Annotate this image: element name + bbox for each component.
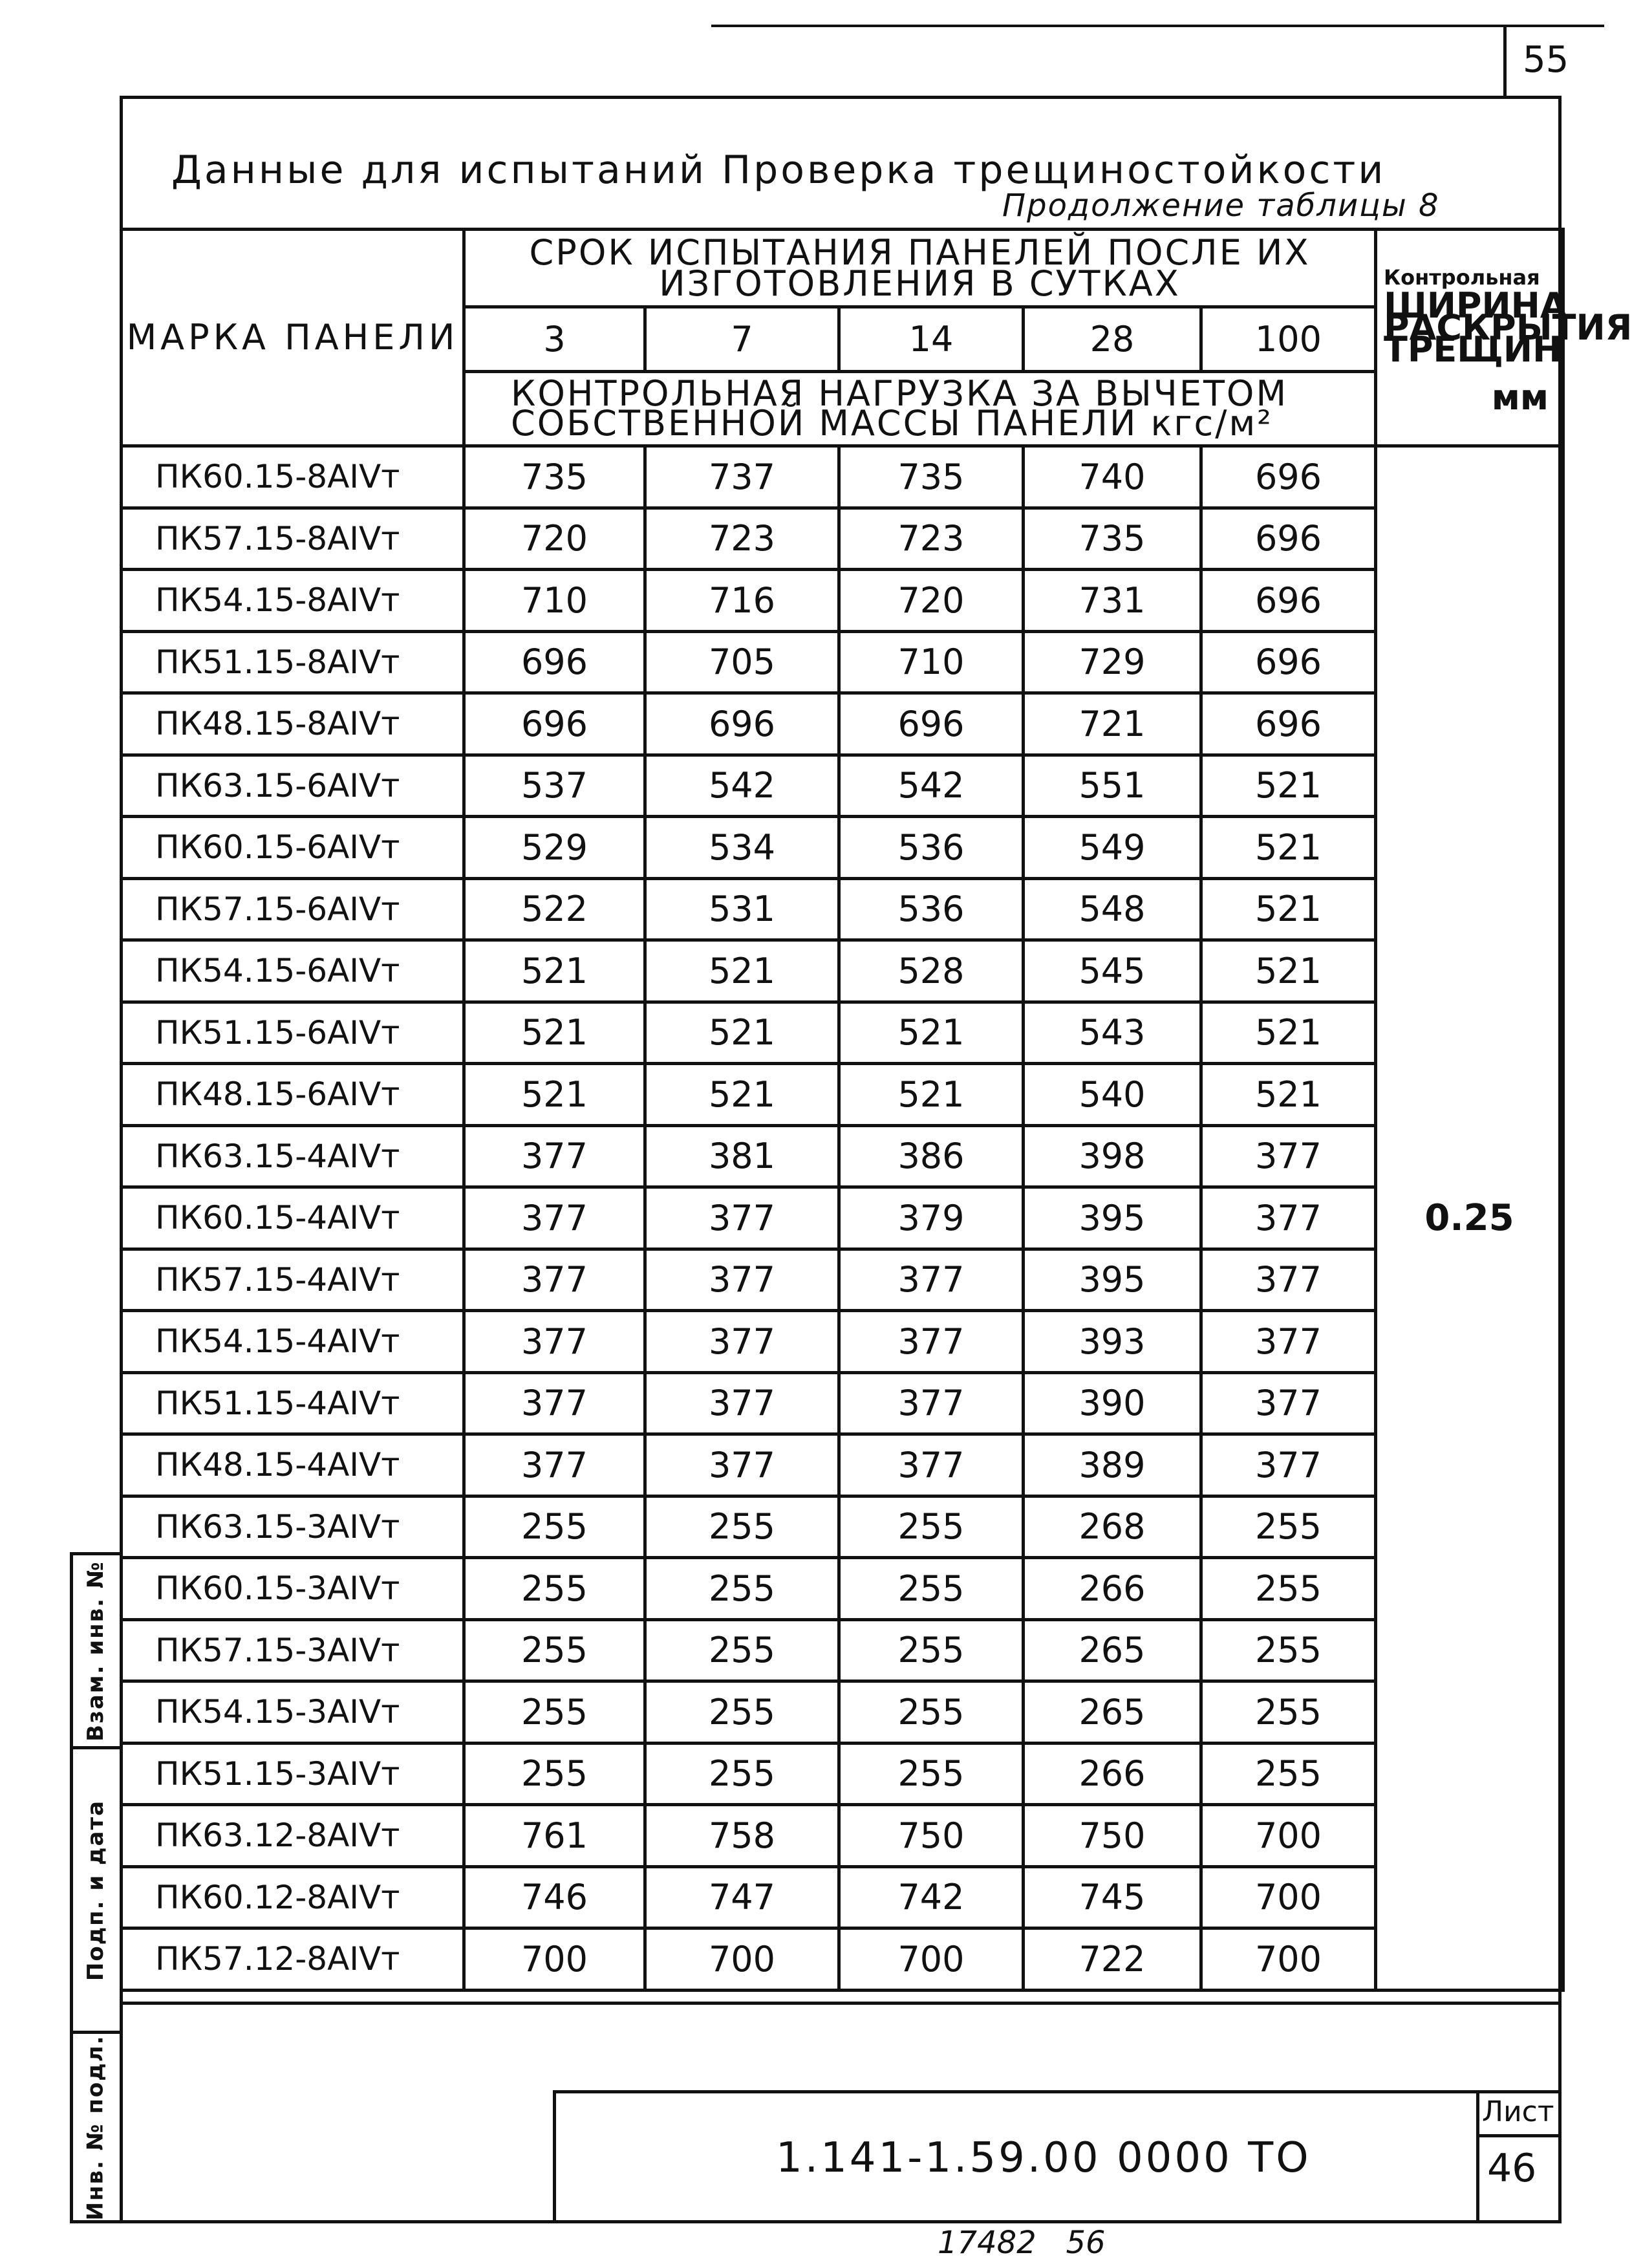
load-value-cell: 536 bbox=[839, 878, 1024, 940]
table-row bbox=[122, 1002, 1563, 1064]
panel-brand-cell: ПК54.15-6AIVт bbox=[122, 940, 464, 1002]
load-value-cell: 377 bbox=[839, 1372, 1024, 1434]
table-row bbox=[122, 940, 1563, 1002]
table-row bbox=[122, 446, 1563, 508]
load-value-cell: 255 bbox=[645, 1619, 839, 1681]
load-value-cell: 377 bbox=[464, 1249, 645, 1311]
load-value-cell: 758 bbox=[645, 1805, 839, 1867]
table-row bbox=[122, 508, 1563, 570]
load-value-cell: 255 bbox=[464, 1743, 645, 1805]
load-value-cell: 377 bbox=[839, 1249, 1024, 1311]
load-value-cell: 255 bbox=[839, 1681, 1024, 1744]
load-value-cell: 265 bbox=[1024, 1681, 1201, 1744]
panel-brand-cell: ПК54.15-8AIVт bbox=[122, 570, 464, 632]
load-value-cell: 542 bbox=[839, 755, 1024, 817]
load-value-cell: 700 bbox=[1201, 1866, 1376, 1928]
load-value-cell: 377 bbox=[645, 1187, 839, 1249]
panel-brand-cell: ПК48.15-4AIVт bbox=[122, 1434, 464, 1496]
load-value-cell: 700 bbox=[1201, 1928, 1376, 1991]
load-value-cell: 542 bbox=[645, 755, 839, 817]
panel-brand-cell: ПК63.15-6AIVт bbox=[122, 755, 464, 817]
load-value-cell: 255 bbox=[839, 1743, 1024, 1805]
load-value-cell: 731 bbox=[1024, 570, 1201, 632]
table-row bbox=[122, 570, 1563, 632]
load-value-cell: 379 bbox=[839, 1187, 1024, 1249]
load-value-cell: 255 bbox=[839, 1558, 1024, 1620]
load-value-cell: 700 bbox=[839, 1928, 1024, 1991]
load-value-cell: 696 bbox=[645, 693, 839, 755]
load-value-cell: 377 bbox=[645, 1434, 839, 1496]
load-value-cell: 377 bbox=[1201, 1187, 1376, 1249]
panel-brand-cell: ПК51.15-4AIVт bbox=[122, 1372, 464, 1434]
load-value-cell: 521 bbox=[1201, 755, 1376, 817]
panel-brand-cell: ПК48.15-8AIVт bbox=[122, 693, 464, 755]
load-value-cell: 398 bbox=[1024, 1125, 1201, 1187]
load-value-cell: 545 bbox=[1024, 940, 1201, 1002]
table-row bbox=[122, 1125, 1563, 1187]
load-value-cell: 521 bbox=[1201, 940, 1376, 1002]
table-row bbox=[122, 817, 1563, 879]
load-value-cell: 255 bbox=[645, 1681, 839, 1744]
crack-width-text: ШИРИНА РАСКРЫТИЯ ТРЕЩИН bbox=[1384, 285, 1632, 370]
test-term-header-text: СРОК ИСПЫТАНИЯ ПАНЕЛЕЙ ПОСЛЕ ИХ ИЗГОТОВЛЕНИЯ В СУТКАХ bbox=[529, 232, 1311, 304]
load-value-cell: 377 bbox=[645, 1372, 839, 1434]
panel-brand-cell: ПК54.15-3AIVт bbox=[122, 1681, 464, 1744]
load-value-cell: 386 bbox=[839, 1125, 1024, 1187]
panel-brand-cell: ПК51.15-3AIVт bbox=[122, 1743, 464, 1805]
load-value-cell: 255 bbox=[464, 1681, 645, 1744]
table-row bbox=[122, 1805, 1563, 1867]
panel-brand-cell: ПК60.15-3AIVт bbox=[122, 1558, 464, 1620]
replace-inv-label: Взам. инв. № bbox=[83, 1560, 109, 1742]
sign-date-label: Подп. и дата bbox=[83, 1799, 109, 1981]
load-value-cell: 747 bbox=[645, 1866, 839, 1928]
load-value-cell: 750 bbox=[839, 1805, 1024, 1867]
table-row bbox=[122, 755, 1563, 817]
load-value-cell: 521 bbox=[464, 940, 645, 1002]
load-value-cell: 255 bbox=[839, 1619, 1024, 1681]
load-value-cell: 735 bbox=[1024, 508, 1201, 570]
load-value-cell: 540 bbox=[1024, 1064, 1201, 1126]
load-value-cell: 720 bbox=[464, 508, 645, 570]
sheet-label: Лист bbox=[1482, 2095, 1554, 2128]
load-value-cell: 255 bbox=[464, 1558, 645, 1620]
panel-brand-cell: ПК57.15-6AIVт bbox=[122, 878, 464, 940]
table-row bbox=[122, 1496, 1563, 1558]
day-header-3: 3 bbox=[464, 307, 645, 372]
load-value-cell: 265 bbox=[1024, 1619, 1201, 1681]
load-value-cell: 395 bbox=[1024, 1187, 1201, 1249]
load-value-cell: 543 bbox=[1024, 1002, 1201, 1064]
load-value-cell: 549 bbox=[1024, 817, 1201, 879]
stamp-sheet-divider bbox=[1476, 2090, 1479, 2223]
load-value-cell: 255 bbox=[645, 1743, 839, 1805]
load-value-cell: 377 bbox=[839, 1311, 1024, 1373]
load-value-cell: 710 bbox=[839, 631, 1024, 693]
inv-orig-field bbox=[70, 2034, 122, 2221]
load-value-cell: 377 bbox=[464, 1434, 645, 1496]
day-header-7: 7 bbox=[645, 307, 839, 372]
load-value-cell: 696 bbox=[1201, 508, 1376, 570]
table-row bbox=[122, 1866, 1563, 1928]
panel-brand-cell: ПК63.15-3AIVт bbox=[122, 1496, 464, 1558]
load-value-cell: 529 bbox=[464, 817, 645, 879]
stamp-top-rule bbox=[120, 2002, 1562, 2005]
load-value-cell: 537 bbox=[464, 755, 645, 817]
load-value-cell: 377 bbox=[645, 1311, 839, 1373]
load-value-cell: 521 bbox=[645, 940, 839, 1002]
table-row bbox=[122, 1249, 1563, 1311]
panel-brand-cell: ПК63.15-4AIVт bbox=[122, 1125, 464, 1187]
test-data-table bbox=[120, 228, 1632, 1992]
handwritten-footer-note: 17482 56 bbox=[938, 2225, 1106, 2261]
load-value-cell: 377 bbox=[464, 1311, 645, 1373]
panel-brand-cell: ПК57.15-8AIVт bbox=[122, 508, 464, 570]
load-value-cell: 377 bbox=[464, 1372, 645, 1434]
load-value-cell: 548 bbox=[1024, 878, 1201, 940]
load-value-cell: 536 bbox=[839, 817, 1024, 879]
load-value-cell: 700 bbox=[1201, 1805, 1376, 1867]
table-row bbox=[122, 631, 1563, 693]
control-load-header-text: КОНТРОЛЬНАЯ НАГРУЗКА ЗА ВЫЧЕТОМ СОБСТВЕННОЙ МАССЫ ПАНЕЛИ кгс/м² bbox=[511, 373, 1289, 444]
load-value-cell: 381 bbox=[645, 1125, 839, 1187]
sign-date-field bbox=[70, 1749, 122, 2031]
table-row bbox=[122, 1743, 1563, 1805]
load-value-cell: 742 bbox=[839, 1866, 1024, 1928]
table-row bbox=[122, 1434, 1563, 1496]
load-value-cell: 696 bbox=[1201, 570, 1376, 632]
document-code: 1.141-1.59.00 0000 ТО bbox=[776, 2134, 1311, 2182]
load-value-cell: 521 bbox=[839, 1002, 1024, 1064]
load-value-cell: 696 bbox=[464, 693, 645, 755]
load-value-cell: 746 bbox=[464, 1866, 645, 1928]
stamp-sheet-rule bbox=[1476, 2134, 1562, 2137]
load-value-cell: 521 bbox=[839, 1064, 1024, 1126]
load-value-cell: 716 bbox=[645, 570, 839, 632]
load-value-cell: 700 bbox=[645, 1928, 839, 1991]
brand-header-text: МАРКА ПАНЕЛИ bbox=[126, 317, 459, 358]
load-value-cell: 393 bbox=[1024, 1311, 1201, 1373]
table-row bbox=[122, 878, 1563, 940]
load-value-cell: 696 bbox=[464, 631, 645, 693]
load-value-cell: 377 bbox=[464, 1125, 645, 1187]
panel-brand-cell: ПК63.12-8AIVт bbox=[122, 1805, 464, 1867]
load-value-cell: 389 bbox=[1024, 1434, 1201, 1496]
load-value-cell: 377 bbox=[645, 1249, 839, 1311]
top-rule bbox=[711, 25, 1604, 27]
panel-brand-cell: ПК51.15-6AIVт bbox=[122, 1002, 464, 1064]
day-header-100: 100 bbox=[1201, 307, 1376, 372]
load-value-cell: 521 bbox=[1201, 1064, 1376, 1126]
load-value-cell: 255 bbox=[1201, 1619, 1376, 1681]
load-value-cell: 528 bbox=[839, 940, 1024, 1002]
load-value-cell: 735 bbox=[839, 446, 1024, 508]
panel-brand-cell: ПК51.15-8AIVт bbox=[122, 631, 464, 693]
control-title-text: Контрольная bbox=[1384, 265, 1540, 290]
load-value-cell: 255 bbox=[1201, 1558, 1376, 1620]
day-header-14: 14 bbox=[839, 307, 1024, 372]
load-value-cell: 255 bbox=[464, 1619, 645, 1681]
load-value-cell: 377 bbox=[1201, 1125, 1376, 1187]
panel-brand-cell: ПК57.15-4AIVт bbox=[122, 1249, 464, 1311]
table-continuation-label: Продолжение таблицы 8 bbox=[1002, 188, 1440, 224]
load-value-cell: 377 bbox=[1201, 1372, 1376, 1434]
load-value-cell: 521 bbox=[464, 1002, 645, 1064]
panel-brand-cell: ПК57.15-3AIVт bbox=[122, 1619, 464, 1681]
load-value-cell: 721 bbox=[1024, 693, 1201, 755]
table-row bbox=[122, 1311, 1563, 1373]
load-value-cell: 729 bbox=[1024, 631, 1201, 693]
load-value-cell: 521 bbox=[1201, 1002, 1376, 1064]
load-value-cell: 255 bbox=[645, 1496, 839, 1558]
panel-brand-cell: ПК60.15-4AIVт bbox=[122, 1187, 464, 1249]
load-value-cell: 521 bbox=[645, 1064, 839, 1126]
table-row bbox=[122, 1558, 1563, 1620]
brand-header bbox=[122, 230, 464, 446]
load-value-cell: 750 bbox=[1024, 1805, 1201, 1867]
load-value-cell: 705 bbox=[645, 631, 839, 693]
table-row bbox=[122, 1187, 1563, 1249]
load-value-cell: 740 bbox=[1024, 446, 1201, 508]
panel-brand-cell: ПК60.15-8AIVт bbox=[122, 446, 464, 508]
load-value-cell: 377 bbox=[1201, 1249, 1376, 1311]
table-row bbox=[122, 1064, 1563, 1126]
load-value-cell: 696 bbox=[1201, 446, 1376, 508]
replace-inv-field bbox=[70, 1555, 122, 1746]
load-value-cell: 255 bbox=[464, 1496, 645, 1558]
panel-brand-cell: ПК60.12-8AIVт bbox=[122, 1866, 464, 1928]
load-value-cell: 377 bbox=[1201, 1434, 1376, 1496]
panel-brand-cell: ПК57.12-8AIVт bbox=[122, 1928, 464, 1991]
load-value-cell: 395 bbox=[1024, 1249, 1201, 1311]
load-value-cell: 722 bbox=[1024, 1928, 1201, 1991]
load-value-cell: 377 bbox=[1201, 1311, 1376, 1373]
table-row bbox=[122, 1681, 1563, 1744]
load-value-cell: 723 bbox=[645, 508, 839, 570]
load-value-cell: 720 bbox=[839, 570, 1024, 632]
load-value-cell: 700 bbox=[464, 1928, 645, 1991]
load-value-cell: 255 bbox=[839, 1496, 1024, 1558]
table-row bbox=[122, 1928, 1563, 1991]
load-value-cell: 377 bbox=[464, 1187, 645, 1249]
load-value-cell: 761 bbox=[464, 1805, 645, 1867]
crack-width-value: 0.25 bbox=[1376, 446, 1563, 1991]
load-value-cell: 696 bbox=[839, 693, 1024, 755]
load-value-cell: 521 bbox=[1201, 817, 1376, 879]
sheet-number: 46 bbox=[1487, 2146, 1537, 2191]
test-term-header bbox=[464, 230, 1376, 307]
load-value-cell: 745 bbox=[1024, 1866, 1201, 1928]
load-value-cell: 723 bbox=[839, 508, 1024, 570]
table-row bbox=[122, 693, 1563, 755]
load-value-cell: 255 bbox=[1201, 1681, 1376, 1744]
panel-brand-cell: ПК48.15-6AIVт bbox=[122, 1064, 464, 1126]
page-title: Данные для испытаний Проверка трещиностойкости bbox=[171, 147, 1386, 193]
load-value-cell: 266 bbox=[1024, 1743, 1201, 1805]
load-value-cell: 737 bbox=[645, 446, 839, 508]
table-row bbox=[122, 1619, 1563, 1681]
load-value-cell: 534 bbox=[645, 817, 839, 879]
inv-orig-label: Инв. № подл. bbox=[83, 2035, 109, 2221]
load-value-cell: 521 bbox=[645, 1002, 839, 1064]
panel-brand-cell: ПК60.15-6AIVт bbox=[122, 817, 464, 879]
load-value-cell: 255 bbox=[1201, 1743, 1376, 1805]
load-value-cell: 696 bbox=[1201, 693, 1376, 755]
table-row bbox=[122, 1372, 1563, 1434]
load-value-cell: 255 bbox=[645, 1558, 839, 1620]
load-value-cell: 266 bbox=[1024, 1558, 1201, 1620]
page-number: 55 bbox=[1523, 39, 1569, 81]
load-value-cell: 521 bbox=[464, 1064, 645, 1126]
load-value-cell: 531 bbox=[645, 878, 839, 940]
load-value-cell: 696 bbox=[1201, 631, 1376, 693]
load-value-cell: 268 bbox=[1024, 1496, 1201, 1558]
panel-brand-cell: ПК54.15-4AIVт bbox=[122, 1311, 464, 1373]
load-value-cell: 377 bbox=[839, 1434, 1024, 1496]
load-value-cell: 521 bbox=[1201, 878, 1376, 940]
load-value-cell: 255 bbox=[1201, 1496, 1376, 1558]
load-value-cell: 522 bbox=[464, 878, 645, 940]
crack-width-unit: мм bbox=[1491, 377, 1549, 418]
load-value-cell: 390 bbox=[1024, 1372, 1201, 1434]
load-value-cell: 551 bbox=[1024, 755, 1201, 817]
crack-width-header bbox=[1376, 230, 1632, 446]
page-number-divider bbox=[1503, 25, 1507, 99]
control-load-header bbox=[464, 372, 1376, 446]
load-value-cell: 735 bbox=[464, 446, 645, 508]
load-value-cell: 710 bbox=[464, 570, 645, 632]
day-header-28: 28 bbox=[1024, 307, 1201, 372]
